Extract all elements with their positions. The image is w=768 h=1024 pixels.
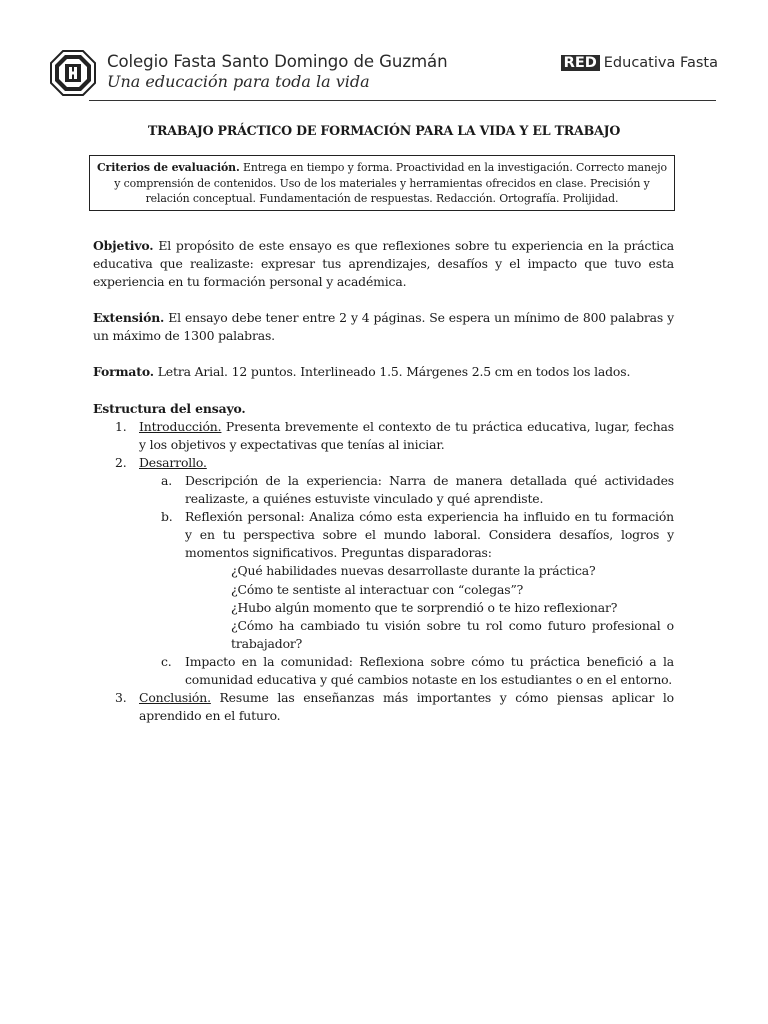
descripcion-text: Descripción de la experiencia: Narra de manera detallada qué actividades realizaste, a quiénes estuviste vinculado y qué aprendiste. <box>185 472 674 507</box>
question-item: ¿Cómo te sentiste al interactuar con “colegas”? <box>231 581 524 597</box>
extension-paragraph <box>93 309 674 345</box>
introduccion-text: Presenta brevemente el contexto de tu práctica educativa, lugar, fechas y los objetivos y expectativas que tenías al iniciar. <box>139 418 674 452</box>
list-item-conclusion <box>93 689 674 725</box>
sublist-letter: a. <box>161 472 173 488</box>
desarrollo-label: Desarrollo. <box>139 454 207 470</box>
formato-text: Letra Arial. 12 puntos. Interlineado 1.5. Márgenes 2.5 cm en todos los lados. <box>153 364 631 380</box>
formato-paragraph <box>93 363 674 381</box>
criteria-box <box>89 155 675 211</box>
list-item-introduccion <box>93 418 674 454</box>
question-item: ¿Qué habilidades nuevas desarrollaste durante la práctica? <box>231 563 596 579</box>
objetivo-paragraph <box>93 237 674 291</box>
criteria-label: Criterios de evaluación. <box>96 161 240 174</box>
formato-label: Formato. <box>93 364 154 380</box>
school-name: Colegio Fasta Santo Domingo de Guzmán <box>107 52 448 71</box>
conclusion-text: Resume las enseñanzas más importantes y cómo piensas aplicar lo aprendido en el futuro. <box>139 690 674 724</box>
list-number: 2. <box>115 454 127 470</box>
criteria-text: Entrega en tiempo y forma. Proactividad en la investigación. Correcto manejo y comprensión de contenidos. Uso de los materiales y herramientas ofrecidos en clase. Precisión y relación conceptual. Fundamentación de respuestas. Redacción. Ortografía. Prolijidad. <box>114 161 668 205</box>
document-title: TRABAJO PRÁCTICO DE FORMACIÓN PARA LA VIDA Y EL TRABAJO <box>147 123 621 138</box>
sublist-item-impacto <box>139 653 674 689</box>
page-header <box>50 48 718 102</box>
document-body <box>93 237 674 725</box>
sublist-letter: c. <box>161 653 172 669</box>
sublist-item-reflexion <box>139 508 674 653</box>
objetivo-label: Objetivo. <box>93 238 154 253</box>
school-tagline: Una educación para toda la vida <box>107 72 370 91</box>
extension-label: Extensión. <box>93 310 165 326</box>
sublist-item-descripcion <box>139 472 674 508</box>
network-logo <box>561 55 718 71</box>
conclusion-label: Conclusión. <box>139 690 211 706</box>
reflexion-text: Reflexión personal: Analiza cómo esta experiencia ha influido en tu formación y en tu perspectiva sobre el mundo laboral. Considera desafíos, logros y momentos significativos. Preguntas disparadoras: <box>185 509 674 561</box>
introduccion-label: Introducción. <box>139 418 222 434</box>
desarrollo-sublist <box>139 472 674 689</box>
impacto-text: Impacto en la comunidad: Reflexiona sobre cómo tu práctica benefició a la comunidad educativa y qué cambios notaste en los estudiantes o en el entorno. <box>185 653 674 687</box>
objetivo-text: El propósito de este ensayo es que reflexiones sobre tu experiencia en la práctica educativa que realizaste: expresar tus aprendizajes, desafíos y el impacto que tuvo esta experiencia en tu formación personal y académica. <box>93 238 674 290</box>
list-number: 3. <box>115 690 127 706</box>
network-name: Educativa Fasta <box>603 55 718 71</box>
estructura-list <box>93 418 674 726</box>
list-number: 1. <box>115 418 127 434</box>
header-divider <box>89 100 716 101</box>
sublist-letter: b. <box>161 509 173 525</box>
estructura-heading: Estructura del ensayo. <box>93 400 246 416</box>
school-crest-logo <box>50 50 96 96</box>
extension-text: El ensayo debe tener entre 2 y 4 páginas. Se espera un mínimo de 800 palabras y un máximo de 1300 palabras. <box>93 310 674 344</box>
network-badge: RED <box>561 55 600 71</box>
question-item: ¿Cómo ha cambiado tu visión sobre tu rol como futuro profesional o trabajador? <box>231 617 674 651</box>
question-item: ¿Hubo algún momento que te sorprendió o te hizo reflexionar? <box>231 599 618 615</box>
list-item-desarrollo <box>93 454 674 689</box>
